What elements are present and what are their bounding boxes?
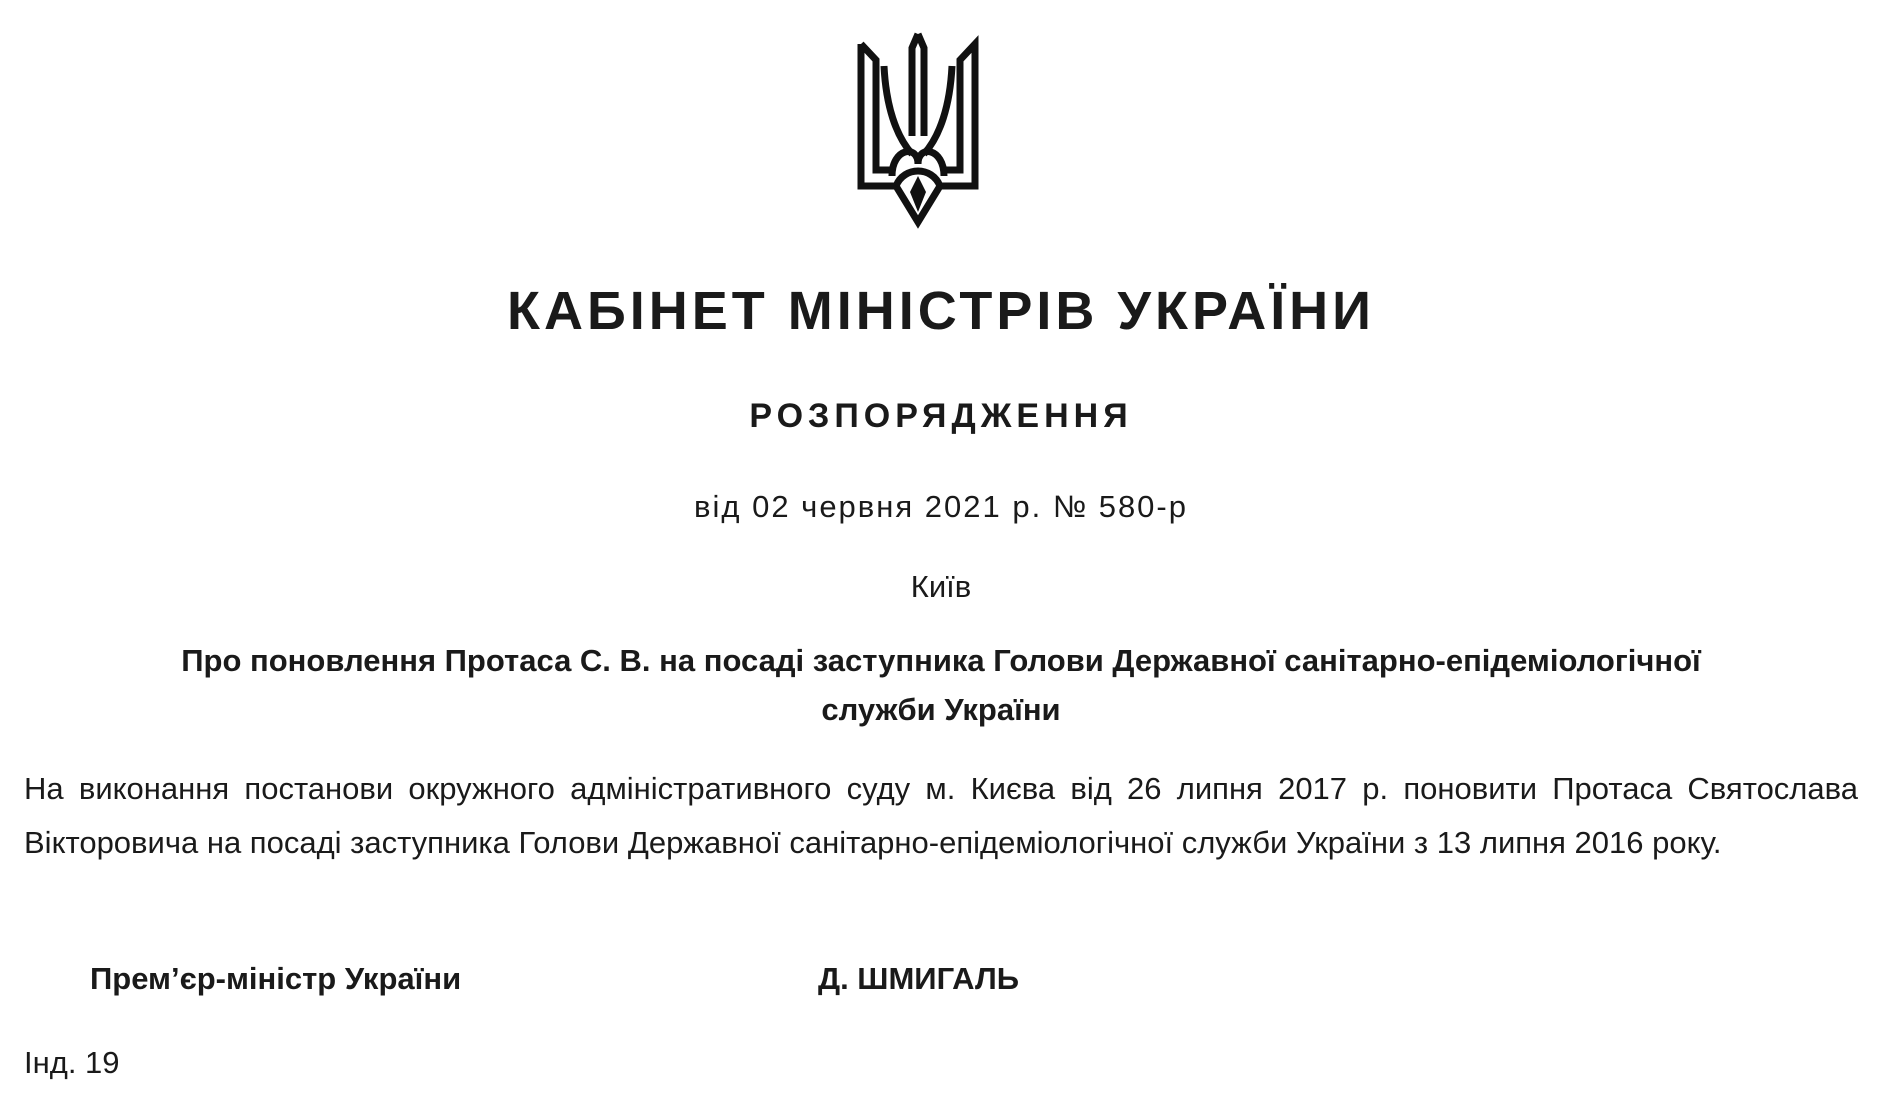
organization-title: КАБІНЕТ МІНІСТРІВ УКРАЇНИ (507, 281, 1375, 341)
signer-title: Прем’єр-міністр України (90, 961, 462, 996)
document-body: На виконання постанови окружного адміністративного суду м. Києва від 26 липня 2017 р. поновити Протаса Святослава Вікторовича на посаді заступника Голови Державної санітарно-епідеміологічної служби України з 13 липня 2016 року. (24, 771, 1858, 860)
tryzub-coat-of-arms-icon (856, 26, 980, 230)
document-subject: Про поновлення Протаса С. В. на посаді заступника Голови Державної санітарно-епідеміологічної служби України (181, 643, 1701, 727)
document-city: Київ (910, 569, 972, 604)
document-type: РОЗПОРЯДЖЕННЯ (749, 397, 1133, 435)
signer-name: Д. ШМИГАЛЬ (818, 961, 1019, 996)
document-date-number: від 02 червня 2021 р. № 580-р (694, 489, 1188, 524)
index-note: Інд. 19 (24, 1045, 120, 1080)
